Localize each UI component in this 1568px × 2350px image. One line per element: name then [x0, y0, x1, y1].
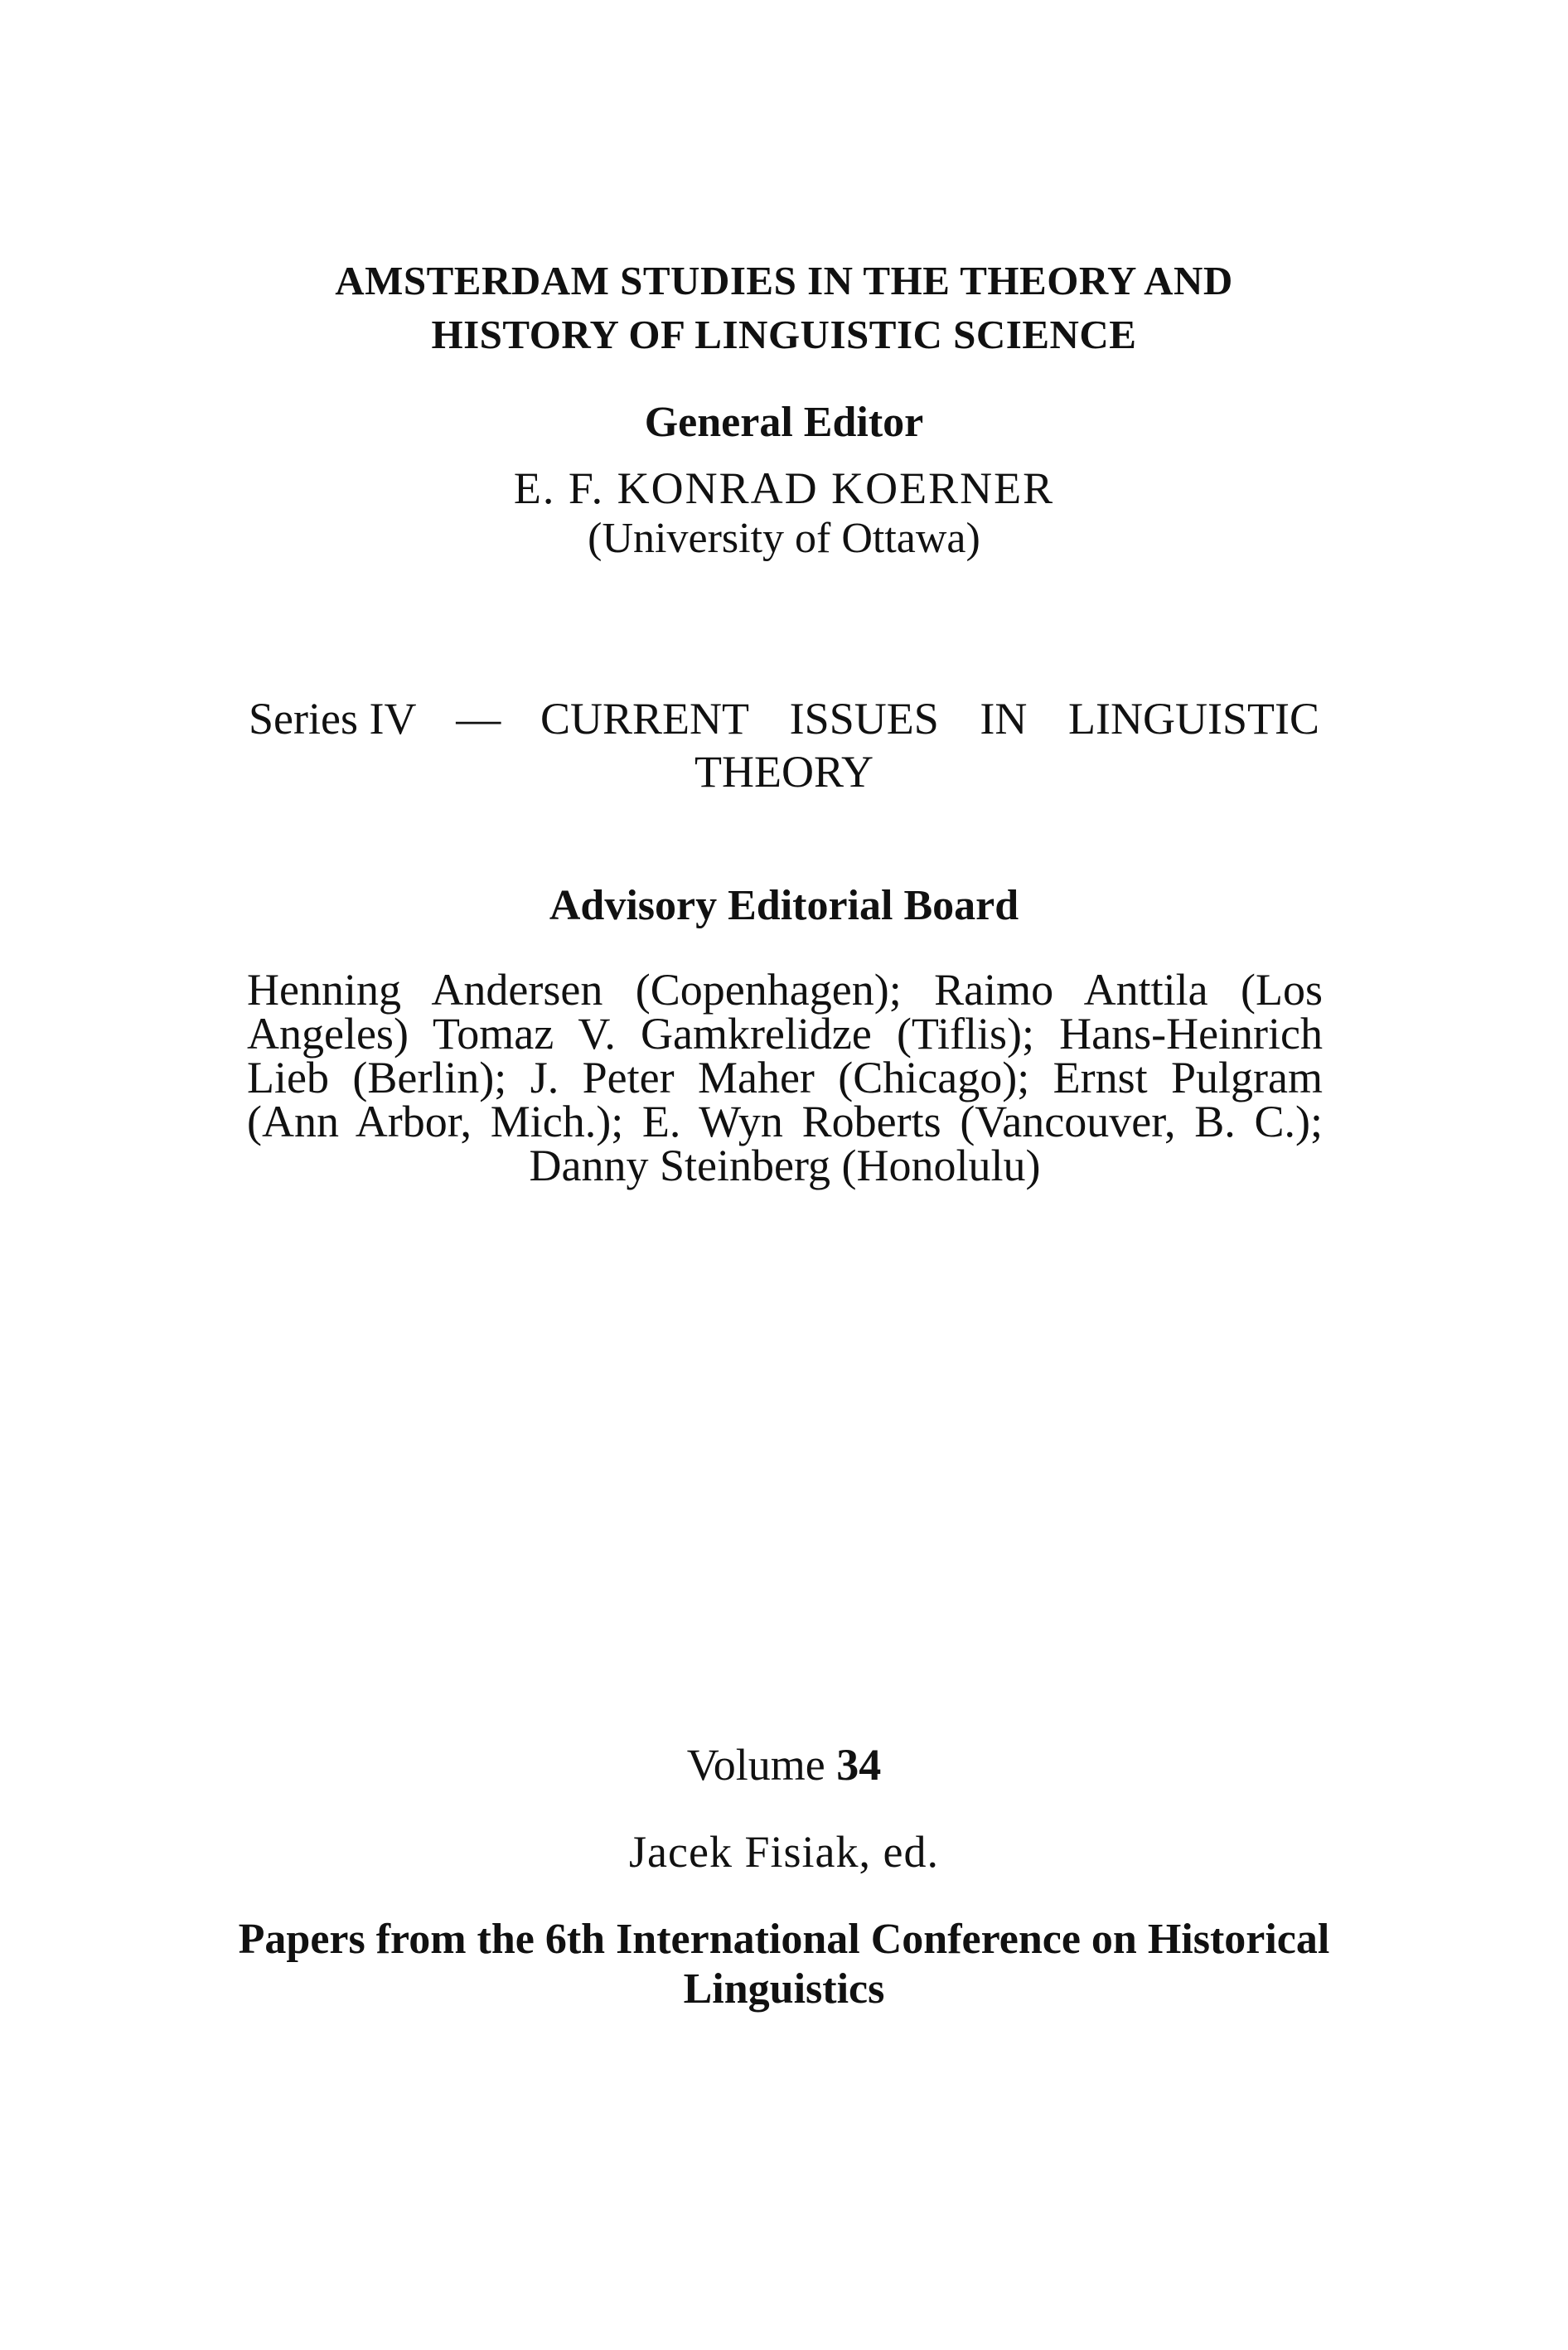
- series-title-line-2: HISTORY OF LINGUISTIC SCIENCE: [431, 312, 1137, 357]
- series-dash: —: [456, 694, 501, 744]
- series-subtitle-line-1: CURRENT ISSUES IN LINGUISTIC: [540, 694, 1319, 744]
- book-title-line-2: Linguistics: [683, 1965, 885, 2013]
- advisory-board-label: Advisory Editorial Board: [549, 882, 1019, 929]
- volume-editor: Jacek Fisiak, ed.: [629, 1827, 939, 1877]
- general-editor-affiliation: (University of Ottawa): [588, 515, 980, 562]
- general-editor-name: E. F. KONRAD KOERNER: [513, 463, 1055, 513]
- advisory-board-members: [247, 965, 1323, 1190]
- general-editor-label: General Editor: [644, 399, 924, 446]
- board-member-line: Lieb (Berlin); J. Peter Maher (Chicago); Ernst Pulgram: [247, 1053, 1323, 1102]
- board-member-line: Danny Steinberg (Honolulu): [529, 1141, 1041, 1190]
- series-label: Series IV: [249, 694, 417, 744]
- series-title-part-1: [540, 693, 1319, 744]
- series-subtitle-line-2: THEORY: [694, 747, 874, 797]
- board-member-line: (Ann Arbor, Mich.); E. Wyn Roberts (Vancouver, B. C.);: [247, 1097, 1323, 1146]
- board-member-line: Angeles) Tomaz V. Gamkrelidze (Tiflis); Hans-Heinrich: [247, 1009, 1323, 1059]
- volume-line: [0, 1739, 1568, 1790]
- board-member-line: Henning Andersen (Copenhagen); Raimo Anttila (Los: [247, 965, 1323, 1015]
- series-heading: [249, 693, 1319, 744]
- volume-label: Volume: [686, 1740, 825, 1790]
- volume-number: 34: [836, 1740, 882, 1790]
- book-title-line-1: Papers from the 6th International Conference on Historical: [238, 1916, 1330, 1963]
- series-title-line-1: AMSTERDAM STUDIES IN THE THEORY AND: [335, 258, 1233, 303]
